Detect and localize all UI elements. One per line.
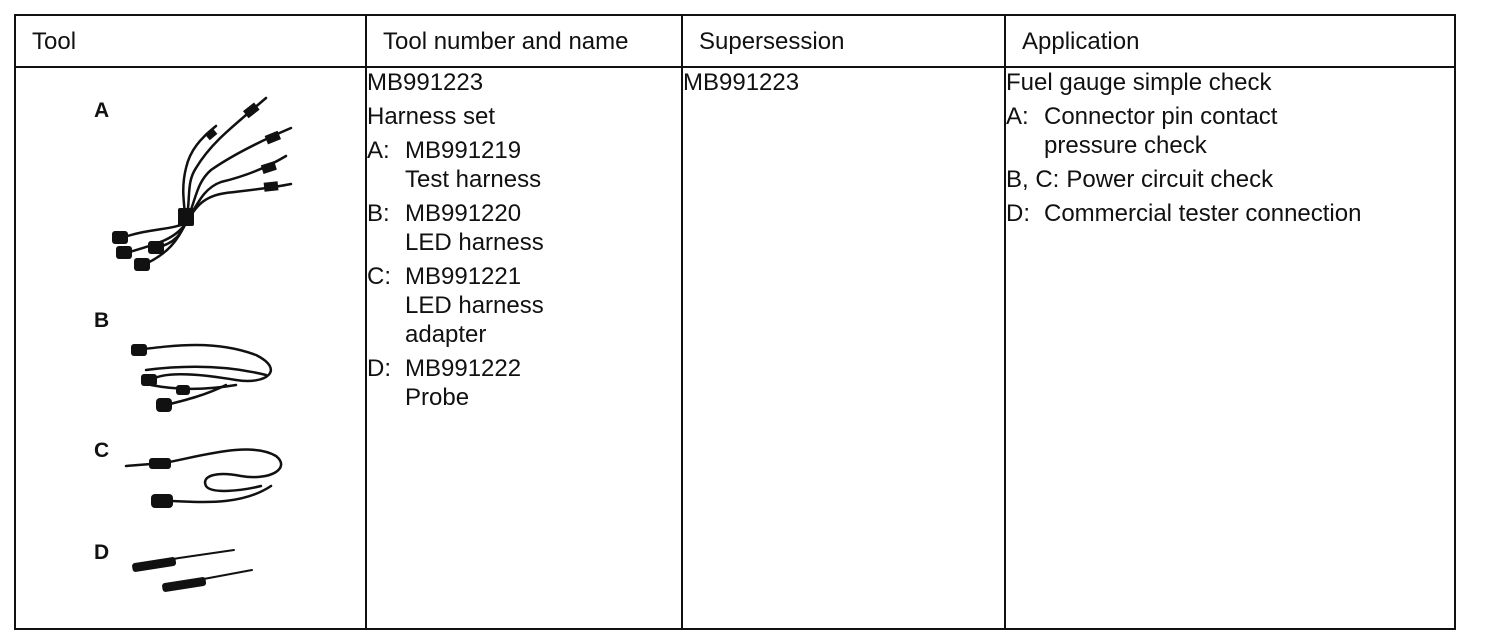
component-a	[367, 136, 681, 194]
component-label: D:	[367, 355, 391, 382]
header-supersession: Supersession	[682, 15, 1005, 67]
led-harness-adapter-illustration	[121, 436, 291, 516]
component-number: MB991220	[405, 200, 522, 227]
tool-number-name-cell	[366, 67, 682, 629]
component-name: Probe	[405, 384, 470, 411]
application-label: B, C:	[1006, 166, 1060, 193]
component-name: Test harness	[405, 166, 542, 193]
component-c	[367, 262, 681, 349]
supersession-cell	[682, 67, 1005, 629]
component-name: LED harness	[405, 229, 544, 256]
component-label: B:	[367, 200, 390, 227]
tool-label-d: D	[94, 541, 110, 564]
application-label: D:	[1006, 200, 1030, 227]
header-tool-number-name: Tool number and name	[366, 15, 682, 67]
tool-name: Harness set	[367, 103, 496, 130]
supersession-value: MB991223	[683, 69, 800, 96]
component-label: A:	[367, 137, 390, 164]
tool-label-b: B	[94, 309, 110, 332]
special-tools-table	[14, 14, 1456, 630]
header-row	[15, 15, 1455, 67]
test-harness-illustration	[86, 88, 296, 273]
table-row	[15, 67, 1455, 629]
component-b	[367, 199, 681, 257]
application-item-a	[1006, 102, 1454, 160]
application-text-continued: pressure check	[1044, 132, 1207, 159]
application-text: Connector pin contact	[1044, 103, 1278, 130]
application-cell	[1005, 67, 1455, 629]
application-label: A:	[1006, 103, 1029, 130]
header-application: Application	[1005, 15, 1455, 67]
tool-number: MB991223	[367, 69, 484, 96]
application-text: Power circuit check	[1066, 166, 1274, 193]
probe-illustration	[124, 546, 264, 606]
component-number: MB991219	[405, 137, 522, 164]
tool-label-c: C	[94, 439, 110, 462]
application-item-bc	[1006, 165, 1454, 194]
component-d	[367, 354, 681, 412]
component-number: MB991221	[405, 263, 522, 290]
component-name: LED harness	[405, 292, 544, 319]
component-label: C:	[367, 263, 391, 290]
tool-illustrations-cell	[15, 67, 366, 629]
tool-label-a: A	[94, 99, 110, 122]
component-number: MB991222	[405, 355, 522, 382]
led-harness-illustration	[126, 330, 286, 420]
component-name-continued: adapter	[405, 321, 487, 348]
header-tool: Tool	[15, 15, 366, 67]
application-item-d	[1006, 199, 1454, 228]
application-title: Fuel gauge simple check	[1006, 69, 1272, 96]
application-text: Commercial tester connection	[1044, 200, 1362, 227]
